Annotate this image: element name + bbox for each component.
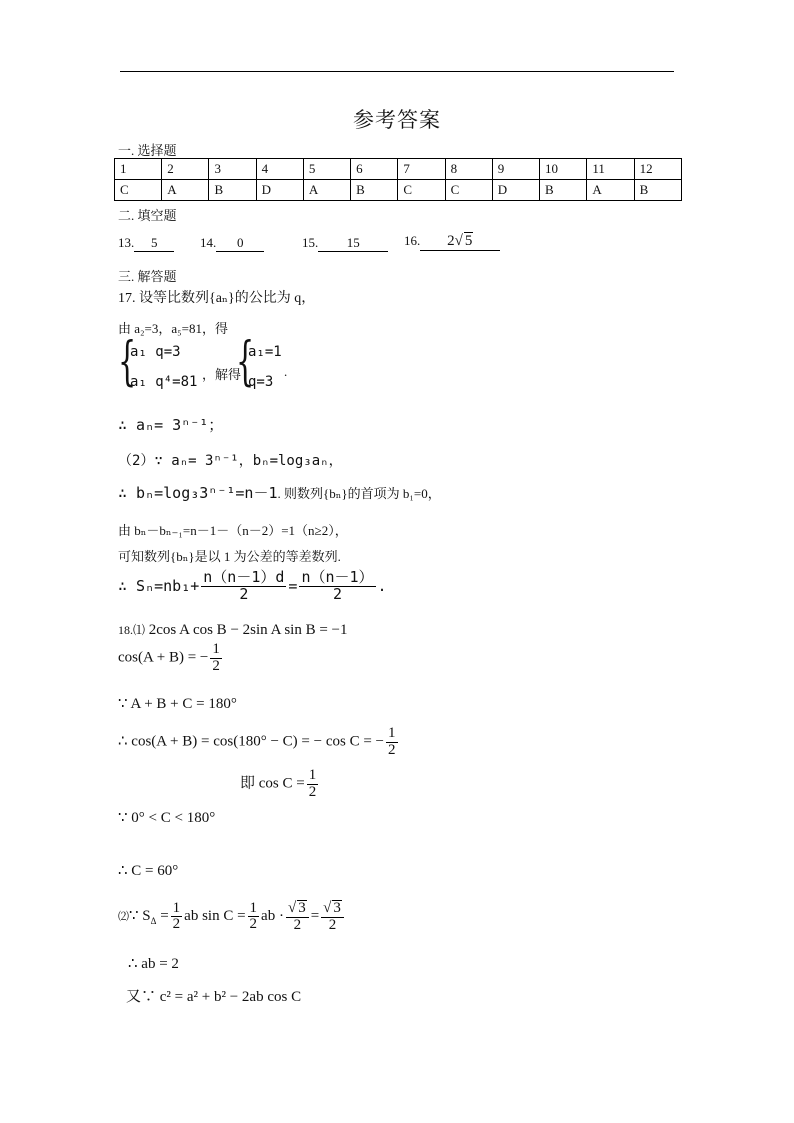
table-cell: A (587, 180, 634, 201)
table-cell: A (162, 180, 209, 201)
fraction (286, 900, 309, 934)
q17-bn-line (118, 482, 441, 503)
fill-answer-16 (404, 232, 500, 251)
q18-line-6: ∵ 0° < C < 180° (118, 810, 216, 826)
table-cell: B (540, 180, 587, 201)
equation: cos(A + B) = − (118, 649, 209, 666)
system-end: . (284, 364, 288, 379)
fraction-denominator: 2 (388, 741, 396, 758)
fill-answer-13 (118, 235, 174, 252)
bn-text: . 则数列{bₙ}的首项为 b₁=0， (277, 486, 441, 501)
table-cell: B (634, 180, 681, 201)
fraction (321, 900, 344, 934)
table-cell: 12 (634, 159, 681, 180)
fill-label: 16. (404, 233, 421, 248)
fill-label: 14. (200, 235, 217, 250)
sqrt-radicand: 3 (298, 900, 306, 916)
equation: ab · (261, 908, 284, 925)
fill-value: 5 (134, 235, 174, 252)
equation: 2cos A cos B − 2sin A sin B = −1 (148, 622, 348, 638)
table-cell: 1 (115, 159, 162, 180)
q18-line-7: ∴ C = 60° (118, 863, 179, 879)
sqrt-sign-icon: √ (454, 233, 463, 249)
table-cell: A (303, 180, 350, 201)
fill-label: 13. (118, 235, 135, 250)
system-row: q=3 (248, 374, 274, 390)
equals-sign: = (288, 576, 298, 595)
fill-value: 15 (318, 235, 388, 252)
section-fill-heading: 二. 填空题 (118, 208, 177, 223)
sqrt-radicand: 3 (333, 900, 341, 916)
fraction-numerator (286, 900, 309, 918)
q18-label: 18.⑴ (118, 623, 146, 637)
table-cell: B (351, 180, 398, 201)
q17-part2-line: （2）∵ aₙ= 3ⁿ⁻¹，bₙ=log₃aₙ， (118, 453, 343, 469)
fraction (307, 768, 319, 801)
table-cell: 9 (492, 159, 539, 180)
system-row: a₁ q=3 (130, 344, 181, 360)
q17-an-result: ∴ aₙ= 3ⁿ⁻¹； (118, 416, 224, 434)
table-cell: C (115, 180, 162, 201)
table-cell: 8 (445, 159, 492, 180)
sn-lhs: ∴ Sₙ=nb₁+ (118, 576, 200, 595)
fraction-numerator: 1 (172, 899, 181, 916)
fraction-numerator: 1 (308, 767, 317, 783)
system-row: a₁ q⁴=81 (130, 374, 198, 390)
fraction-denominator: 2 (293, 916, 302, 933)
q18-line-9: 又∵ c² = a² + b² − 2ab cos C (126, 989, 302, 1005)
table-row-answers (115, 180, 682, 201)
table-cell: 11 (587, 159, 634, 180)
section-choice-heading: 一. 选择题 (118, 143, 177, 158)
table-cell: 2 (162, 159, 209, 180)
fill-label: 15. (302, 235, 319, 250)
sqrt-sign-icon: √ (287, 900, 297, 916)
fraction (171, 901, 183, 934)
fraction-numerator: 1 (212, 641, 220, 657)
table-cell: C (398, 180, 445, 201)
table-cell: B (209, 180, 256, 201)
table-cell: 7 (398, 159, 445, 180)
table-cell: 10 (540, 159, 587, 180)
system-row: a₁=1 (248, 344, 282, 360)
q18-part2-line (118, 900, 346, 934)
table-cell: C (445, 180, 492, 201)
table-cell: 5 (303, 159, 350, 180)
q17-sn-formula (118, 570, 387, 603)
fill-value (420, 232, 500, 251)
table-row-numbers (115, 159, 682, 180)
q17-arith-line: 可知数列{bₙ}是以 1 为公差的等差数列. (118, 549, 341, 564)
left-brace-icon: { (118, 332, 137, 392)
fraction-numerator: n（n－1）d (203, 568, 285, 586)
fraction-denominator: 2 (308, 783, 317, 800)
fraction-denominator: 2 (172, 916, 181, 933)
q18-line-2 (118, 642, 224, 675)
fraction (386, 726, 398, 759)
section-answer-heading: 三. 解答题 (118, 269, 177, 284)
sn-end: . (377, 576, 387, 595)
choice-answer-table (114, 158, 682, 201)
fraction-numerator (321, 900, 344, 918)
system-connector: ，解得 (202, 367, 242, 382)
fraction-denominator: 2 (239, 584, 249, 603)
left-brace-icon: { (236, 332, 255, 392)
sqrt-radicand: 5 (464, 233, 473, 249)
fill-answer-14 (200, 235, 264, 252)
equals-sign: = (310, 908, 320, 925)
fraction (210, 642, 222, 675)
page-title: 参考答案 (353, 108, 441, 132)
equation: ∵ S (129, 908, 151, 925)
equals-sign: = (160, 908, 169, 925)
fraction (299, 570, 375, 603)
fraction-numerator: n（n－1） (301, 568, 374, 586)
fraction-denominator: 2 (212, 657, 220, 674)
table-cell: 3 (209, 159, 256, 180)
q17-diff-line: 由 bₙ－bₙ₋₁=n－1－（n－2）=1（n≥2）， (118, 523, 348, 538)
subscript: Δ (150, 916, 157, 927)
fraction-denominator: 2 (332, 584, 342, 603)
fraction-numerator: 1 (249, 899, 258, 916)
q17-line-2: 由 a₂=3，a₅=81，得 (118, 321, 229, 336)
fraction-denominator: 2 (249, 916, 258, 933)
sqrt-coefficient: 2 (447, 233, 455, 249)
equation: ∴ cos(A + B) = cos(180° − C) = − cos C = − (118, 733, 384, 750)
equation: ab sin C = (184, 908, 246, 925)
q18-line-8: ∴ ab = 2 (128, 956, 179, 972)
q18-line-3: ∵ A + B + C = 180° (118, 696, 237, 712)
table-cell: D (256, 180, 303, 201)
bn-formula: ∴ bₙ=log₃3ⁿ⁻¹=n－1 (118, 484, 278, 502)
part2-label: ⑵ (118, 911, 129, 924)
q18-line-1 (118, 621, 348, 639)
equation: 即 cos C = (240, 775, 305, 792)
fill-answer-15 (302, 235, 388, 252)
table-cell: 6 (351, 159, 398, 180)
header-rule (120, 71, 674, 72)
table-cell: D (492, 180, 539, 201)
q18-line-4 (118, 726, 400, 759)
fraction (201, 570, 286, 603)
fraction-numerator: 1 (388, 725, 396, 741)
q17-line-1: 17. 设等比数列{aₙ}的公比为 q， (118, 291, 316, 306)
fill-value: 0 (216, 235, 264, 252)
sqrt-sign-icon: √ (323, 900, 332, 916)
q18-line-5 (240, 768, 320, 801)
fraction (248, 901, 260, 934)
table-cell: 4 (256, 159, 303, 180)
fraction-denominator: 2 (328, 916, 337, 933)
